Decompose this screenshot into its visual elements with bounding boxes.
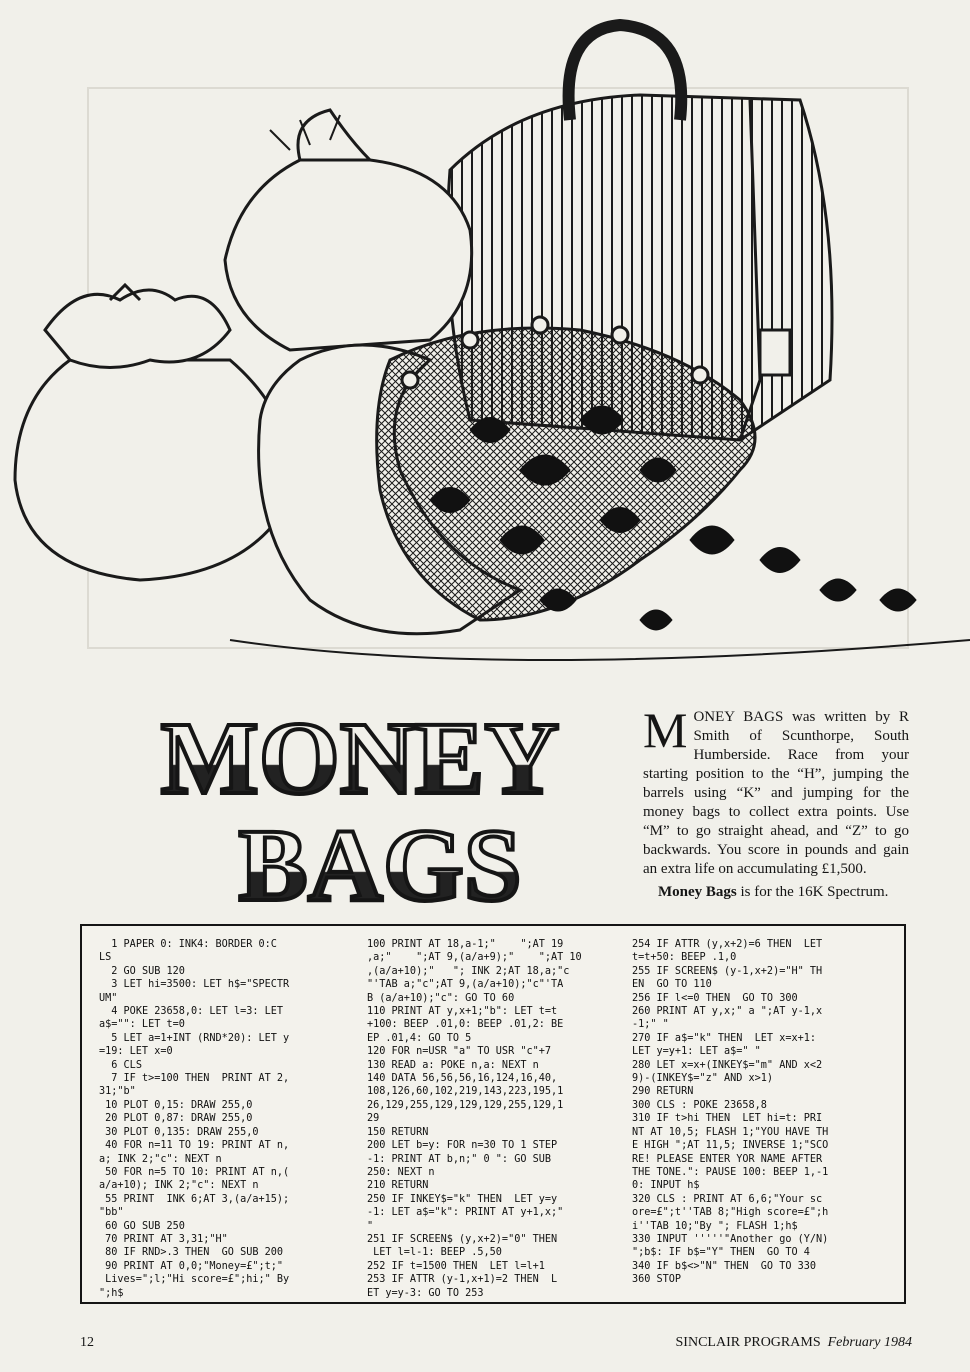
intro-paragraph (643, 702, 909, 879)
article-intro (643, 702, 909, 906)
requirement-text: is for the 16K Spectrum. (736, 884, 889, 900)
spilled-bag-icon (259, 317, 755, 634)
listing-column-3: 254 IF ATTR (y,x+2)=6 THEN LET t=t+50: BEEP .1,0 255 IF SCREEN$ (y-1,x+2)="H" TH EN GO TO 110 256 IF l<=0 THEN GO TO 300 260 PRINT AT y,x;" a ";AT y-1,x -1;" " 270 IF a$="k" THEN LET x=x+1: LET y=y+1: LET a$=" " 280 LET x=x+(INKEY$="m" AND x<2 9)-(INKEY$="z" AND x>1) 290 RETURN 300 CLS : POKE 23658,8 310 IF t>hi THEN LET hi=t: PRI NT AT 10,5; FLASH 1;"YOU HAVE TH E HIGH ";AT 11,5; INVERSE 1;"SCO RE! PLEASE ENTER YOR NAME AFTER THE TONE.": PAUSE 100: BEEP 1,-1 0: INPUT h$ 320 CLS : PRINT AT 6,6;"Your sc ore=£";t''TAB 8;"High score=£";h i''TAB 10;"By "; FLASH 1;h$ 330 INPUT '''''"Another go (Y/N) ";b$: IF b$="Y" THEN GO TO 4 340 IF b$<>"N" THEN GO TO 330 360 STOP (632, 939, 829, 1286)
program-name: Money Bags (658, 884, 737, 900)
headline (150, 695, 570, 915)
listing-column-2: 100 PRINT AT 18,a-1;" ";AT 19 ,a;" ";AT 9,(a/a+9);" ";AT 10 ,(a/a+10);" "; INK 2;AT 18,a;"c "'TAB a;"c";AT 9,(a/a+10);"c"'TA B (a/a+10);"c": GO TO 60 110 PRINT AT y,x+1;"b": LET t=t +100: BEEP .01,0: BEEP .01,2: BE EP .01,4: GO TO 5 120 FOR n=USR "a" TO USR "c"+7 130 READ a: POKE n,a: NEXT n 140 DATA 56,56,56,16,124,16,40, 108,126,60,102,219,143,223,195,1 26,129,255,129,129,129,255,129,1 29 150 RETURN 200 LET b=y: FOR n=30 TO 1 STEP -1: PRINT AT b,n;" 0 ": GO SUB 250: NEXT n 210 RETURN 250 IF INKEY$="k" THEN LET y=y -1: LET a$="k": PRINT AT y+1,x;" " 251 IF SCREEN$ (y,x+2)="0" THEN LET l=l-1: BEEP .5,50 252 IF t=1500 THEN LET l=l+1 253 IF ATTR (y-1,x+1)=2 THEN L ET y=y-3: GO TO 253 (367, 939, 582, 1299)
money-bag-icon (15, 285, 291, 580)
issue-date: February 1984 (827, 1335, 912, 1350)
headline-money: MONEY (160, 701, 560, 816)
money-bag-icon (225, 110, 472, 350)
drop-cap: M (643, 702, 688, 758)
headline-bags: BAGS (238, 808, 522, 915)
listing-column-1: 1 PAPER 0: INK4: BORDER 0:C LS 2 GO SUB 120 3 LET hi=3500: LET h$="SPECTR UM" 4 POKE 23658,0: LET l=3: LET a$="": LET t=0 5 LET a=1+INT (RND*20): LET y =19: LET x=0 6 CLS 7 IF t>=100 THEN PRINT AT 2, 31;"b" 10 PLOT 0,15: DRAW 255,0 20 PLOT 0,87: DRAW 255,0 30 PLOT 0,135: DRAW 255,0 40 FOR n=11 TO 19: PRINT AT n, a; INK 2;"c": NEXT n 50 FOR n=5 TO 10: PRINT AT n,( a/a+10); INK 2;"c": NEXT n 55 PRINT INK 6;AT 3,(a/a+15); "bb" 60 GO SUB 250 70 PRINT AT 3,31;"H" 80 IF RND>.3 THEN GO SUB 200 90 PRINT AT 0,0;"Money=£";t;" Lives=";l;"Hi score=£";hi;" By ";h$ (99, 939, 290, 1299)
publication-info (676, 1335, 912, 1351)
program-listing (80, 924, 906, 1304)
intro-requirement (643, 883, 909, 902)
publication-name: SINCLAIR PROGRAMS (675, 1335, 821, 1350)
page-number: 12 (80, 1335, 94, 1350)
intro-text: ONEY BAGS was written by R Smith of Scunthorpe, South Humberside. Race from your starting position to the “H”, jumping the barrels using “K” and jumping for the money bags to collect extra points. Use “M” to go straight ahead, and “Z” to go backwards. You score in pounds and gain an extra life on accumulating £1,500. (643, 709, 909, 877)
